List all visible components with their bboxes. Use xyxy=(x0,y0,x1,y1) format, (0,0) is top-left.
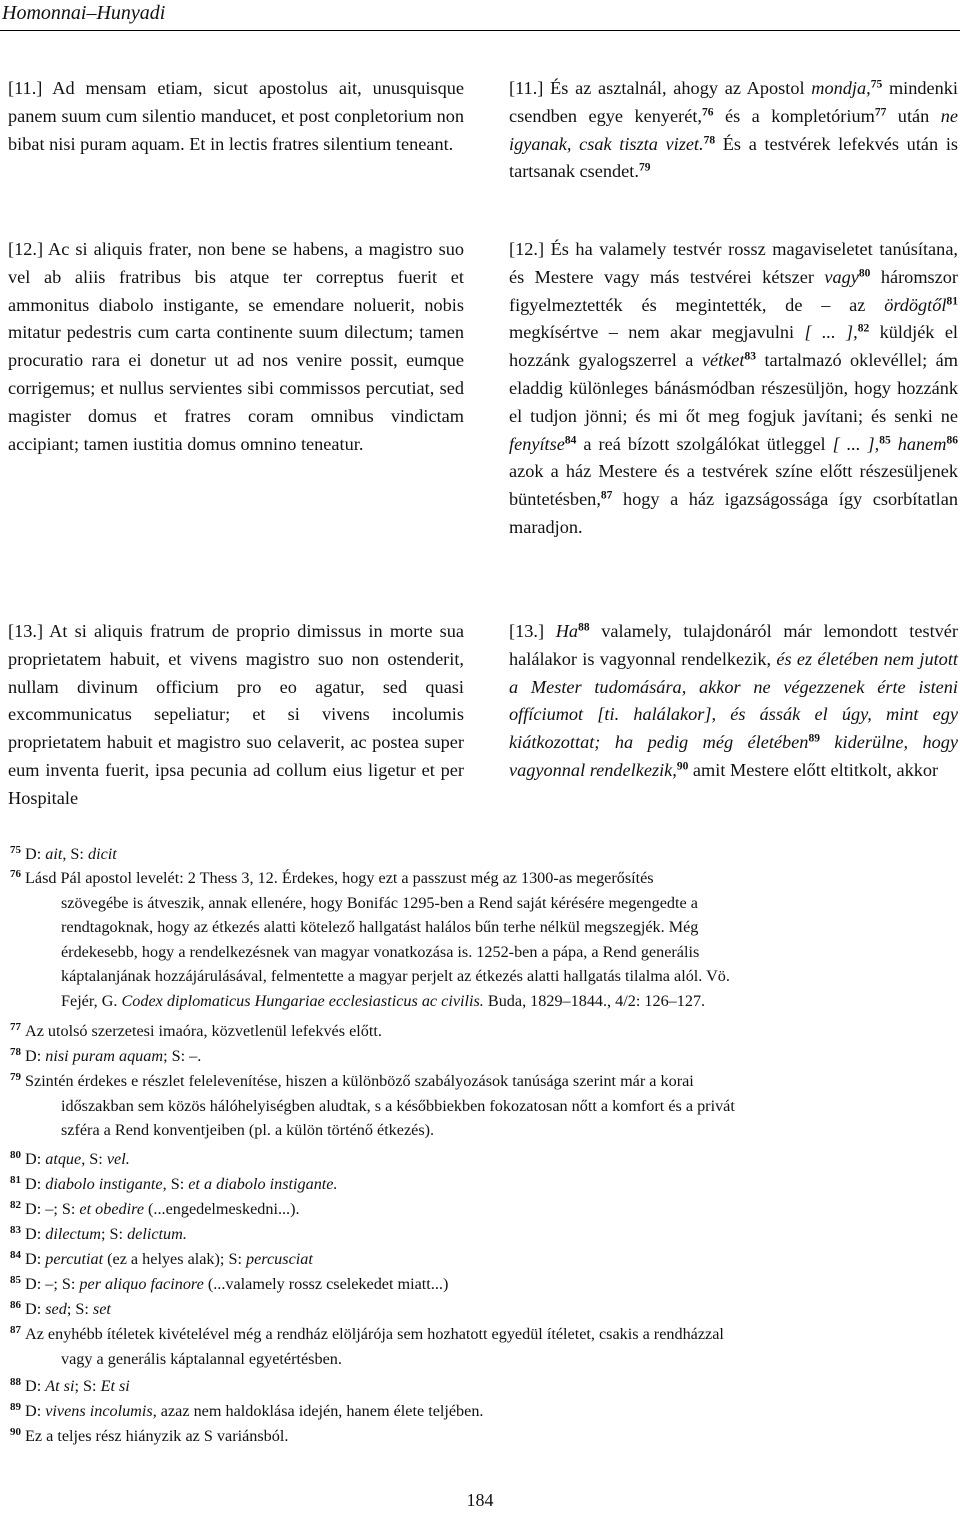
hungarian-paragraph-12: [12.] És ha valamely testvér rossz magaviseletet tanúsítana, és Mestere vagy más testvérei kétszer vagy$^{80}$ háromszor figyelmeztették és megintették, de – az ördögtől$^{81}$ megkísértve – nem akar megjavulni [ ... ],$^{82}$ küldjék el hozzánk gyalogszerrel a vétket$^{83}$ tartalmazó oklevéllel; ám eladdig különleges bánásmódban részesüljön, hogy hozzánk el tudjon jönni; és mi őt meg fogjuk javítani; és senki ne fenyítse$^{84}$ a reá bízott szolgálókat ütleggel [ ... ],$^{85}$ hanem$^{86}$ azok a ház Mestere és a testvérek színe előtt részesüljenek büntetésben,$^{87}$ hogy a ház igazságossága így csorbítatlan maradjon. xyxy=(509,239,959,537)
footnote-ref[interactable]: 81 xyxy=(946,294,958,307)
footnote-85: $^{85}$ D: –; S: per aliquo facinore (...valamely rossz cselekedet miatt...) xyxy=(10,1273,449,1293)
running-header xyxy=(0,0,960,31)
footnote-88: $^{88}$ D: At si; S: Et si xyxy=(10,1375,130,1395)
footnote-ref[interactable]: 76 xyxy=(701,106,714,119)
footnote-ref[interactable]: 86 xyxy=(946,433,958,446)
footnote-77: $^{77}$ Az utolsó szerzetesi imaóra, közvetlenül lefekvés előtt. xyxy=(10,1020,382,1040)
footnote-ref[interactable]: 89 xyxy=(808,732,820,745)
footnote-82: $^{82}$ D: –; S: et obedire (...engedelmeskedni...). xyxy=(10,1198,300,1218)
footnote-86: $^{86}$ D: sed; S: set xyxy=(10,1298,111,1318)
footnote-83: $^{83}$ D: dilectum; S: delictum. xyxy=(10,1223,187,1243)
footnote-75: $^{75}$ D: ait, S: dicit xyxy=(10,843,117,863)
footnote-ref[interactable]: 78 xyxy=(703,133,716,146)
footnote-78: $^{78}$ D: nisi puram aquam; S: –. xyxy=(10,1045,202,1065)
footnote-90: $^{90}$ Ez a teljes rész hiányzik az S variánsból. xyxy=(10,1425,289,1445)
page-number: 184 xyxy=(466,1490,494,1510)
header-title: Homonnai–Hunyadi xyxy=(2,2,166,24)
footnote-ref[interactable]: 87 xyxy=(600,489,613,502)
footnote-87: $^{87}$ Az enyhébb ítéletek kivételével még a rendház elöljárója sem hozhatott egyedül ítéletet, csakis a rendházzal vagy a generális káptalannal egyetértésben. xyxy=(10,1323,724,1368)
footnote-ref[interactable]: 77 xyxy=(874,106,887,119)
footnote-ref[interactable]: 88 xyxy=(578,621,590,634)
footnote-ref[interactable]: 83 xyxy=(744,350,756,363)
footnote-ref[interactable]: 84 xyxy=(564,433,577,446)
footnote-ref[interactable]: 75 xyxy=(870,78,883,91)
footnote-89: $^{89}$ D: vivens incolumis, azaz nem haldoklása idején, hanem élete teljében. xyxy=(10,1400,484,1420)
footnote-ref[interactable]: 82 xyxy=(857,322,870,335)
hungarian-paragraph-13: [13.] Ha$^{88}$ valamely, tulajdonáról már lemondott testvér halálakor is vagyonnal rendelkezik, és ez életében nem jutott a Mester tudomására, akkor ne végezzenek érte isteni offíciumot [ti. halálakor], és ássák el úgy, mint egy kiátkozottat; ha pedig még életében$^{89}$ kiderülne, hogy vagyonnal rendelkezik,$^{90}$ amit Mestere előtt eltitkolt, akkor xyxy=(509,621,958,780)
hungarian-paragraph-11: [11.] És az asztalnál, ahogy az Apostol mondja,$^{75}$ mindenki csendben egye kenyerét,$^{76}$ és a kompletórium$^{77}$ után ne igyanak, csak tiszta vizet.$^{78}$ És a testvérek lefekvés után is tartsanak csendet.$^{79}$ xyxy=(509,78,959,182)
footnote-ref[interactable]: 85 xyxy=(879,433,891,446)
footnote-80: $^{80}$ D: atque, S: vel. xyxy=(10,1148,130,1168)
footnote-76: $^{76}$ Lásd Pál apostol levelét: 2 Thess 3, 12. Érdekes, hogy ezt a passzust még az 1300-as megerősítés szövegébe is átveszik, annak ellenére, hogy Bonifác 1295-ben a Rend saját kérésére megengedte a rendtagoknak, hogy az étkezés alatti kötelező hallgatást halálos bűn terhe nélkül megszegjék. Még érdekesebb, hogy a rendelkezésnek van magyar vonatkozása is. 1252-ben a pápa, a Rend generális káptalanjának hozzájárulásával, felmentette a magyar perjelt az étkezés alatti hallgatás tilalma alól. Vö. Fejér, G. Codex diplomaticus Hungariae ecclesiasticus ac civilis. Buda, 1829–1844., 4/2: 126–127. xyxy=(10,867,730,1010)
footnote-ref[interactable]: 79 xyxy=(638,161,651,174)
footnote-84: $^{84}$ D: percutiat (ez a helyes alak); S: percusciat xyxy=(10,1248,313,1268)
footnote-ref[interactable]: 80 xyxy=(858,267,871,280)
footnote-81: $^{81}$ D: diabolo instigante, S: et a diabolo instigante. xyxy=(10,1173,338,1193)
latin-paragraph-12: [12.] Ac si aliquis frater, non bene se habens, a magistro suo vel ab aliis fratribus bis atque ter correptus fuerit et ammonitus diabolo instigante, se emendare noluerit, nobis mitatur pedestris cum carta continente suum dilectum; tamen procuratio rara ei donetur ut ad nos venire possit, eumque corrigemus; et nullus servientes sibi commissos percutiat, sed magister domus et fratres coram omnibus vindictam accipiant; tamen iustitia domus omnino teneatur. xyxy=(8,239,464,454)
latin-paragraph-13: [13.] At si aliquis fratrum de proprio dimissus in morte sua proprietatem habuit, et vivens magistro suo non ostenderit, nullam divinum officium pro eo agatur, sed quasi excommunicatus sepeliatur; et si vivens incolumis proprietatem habuit et magistro suo celaverit, ac postea super eum inventa fuerit, ipsa pecunia ad collum eius ligetur et per Hospitale xyxy=(8,621,464,808)
footnote-79: $^{79}$ Szintén érdekes e részlet felelevenítése, hiszen a különböző szabályozások tanúsága szerint már a korai időszakban sem közös hálóhelyiségben aludtak, s a későbbiekben fokozatosan nőtt a komfort és a privát szféra a Rend konventjeiben (pl. a külön történő étkezés). xyxy=(10,1070,735,1140)
latin-paragraph-11: [11.] Ad mensam etiam, sicut apostolus ait, unusquisque panem suum cum silentio manducet, et post conpletorium non bibat nisi puram aquam. Et in lectis fratres silentium teneant. xyxy=(8,78,464,154)
footnote-ref[interactable]: 90 xyxy=(676,760,689,773)
